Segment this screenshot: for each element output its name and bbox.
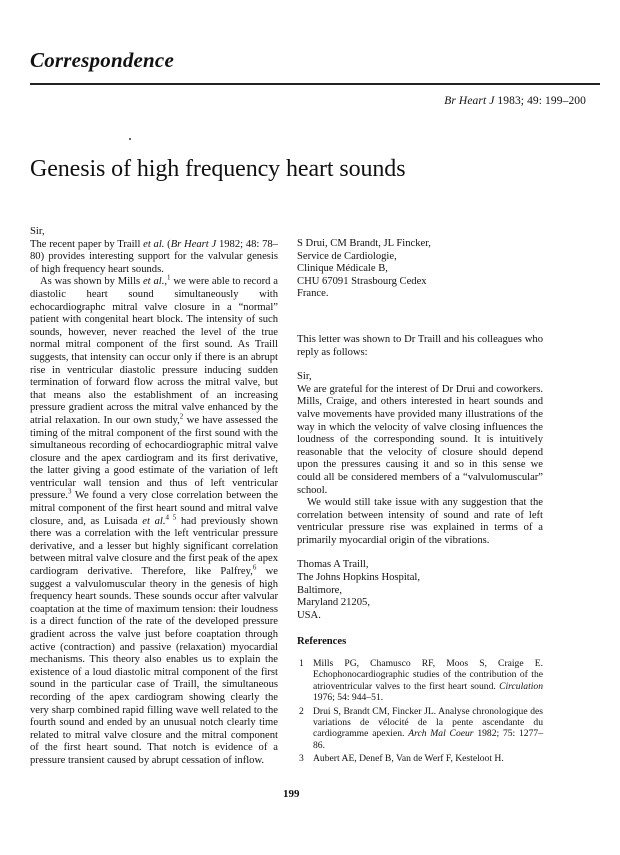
author-line: USA. (297, 609, 321, 621)
left-column (30, 226, 278, 768)
right-column (297, 226, 543, 767)
reference-text: Mills PG, Chamusco RF, Moos S, Craige E. Echophonocardiographic studies of the contribution of the atrioventricular valves to the first heart sound. Circulation 1976; 54: 944–51. (313, 658, 543, 704)
reference-item (297, 753, 543, 764)
letter2-authors (297, 559, 543, 622)
header-rule (30, 83, 600, 85)
section-heading: Correspondence (30, 48, 174, 72)
stray-dot (129, 138, 131, 140)
article-title: Genesis of high frequency heart sounds (30, 156, 406, 182)
reference-number: 3 (299, 753, 304, 765)
author-line: Maryland 21205, (297, 597, 370, 609)
reference-text: Aubert AE, Denef B, Van de Werf F, Kesteloot H. (313, 753, 504, 765)
author-line: Clinique Médicale B, (297, 263, 388, 275)
letter2-para2: We would still take issue with any suggestion that the correlation between intensity of sound and rate of left ventricular pressure rise was explained in terms of a primarily myocardial origin of the vibrations. (297, 497, 543, 546)
author-line: Baltimore, (297, 584, 343, 596)
author-line: The Johns Hopkins Hospital, (297, 572, 421, 584)
reply-intro: This letter was shown to Dr Traill and his colleagues who reply as follows: (297, 333, 543, 358)
letter1-authors (297, 238, 543, 301)
letter1-para1: The recent paper by Traill et al. (Br Heart J 1982; 48: 78–80) provides interesting support for the valvular genesis of high frequency heart sounds. (30, 238, 278, 275)
author-line: CHU 67091 Strasbourg Cedex (297, 275, 427, 287)
reference-number: 1 (299, 658, 304, 670)
reference-item (297, 658, 543, 704)
author-line: France. (297, 288, 329, 300)
letter1-para2: As was shown by Mills et al.,$^1$ we were able to record a diastolic heart sound simultaneously with echocardiographc mitral valve closure in a “normal” patient with congenital heart block. The intensity of such sounds, however, never reached the level of the true normal mitral component of the first sound. As Traill suggests, that intensity can occur only if there is an abrupt rise in ventricular diastolic pressure inducing sudden termination of forward flow across the mitral valve, but that means also the establishment of an increasing pressure gradient across the mitral valve enhanced by the atrial relaxation. In our own study,$^2$ we have assessed the timing of the mitral component of the first sound with the simultaneous recording of echocardiographic mitral valve closure and the apex cardiogram and its first derivative, the latter giving a good estimate of the variation of left ventricular wall tension and thus of left ventricular pressure.$^3$ We found a very close correlation between the mitral component of the first heart sound and mitral valve closure, and, as Luisada et al.$^{4 5}$ had previously shown there was a correlation with the left ventricular pressure derivative, and a lesser but highly significant correlation between mitral valve closure and the first peak of the apex cardiogram derivative. Therefore, like Palfrey,$^6$ we suggest a valvulomuscular theory in the genesis of high frequency heart sounds. These sounds occur after valvular coaptation at the time of maximum tension: their loudness is a direct function of the rate of the developed pressure gradient across the valve just before coaptation through active (contraction) and passive (relaxation) myocardial mechanisms. This theory also enables us to explain the existence of a loud diastolic mitral component of the first sound in the particular case of Traill, the simultaneous recording of the apex cardiogram showing clearly the very sharp combined rapid filling wave well related to the fourth sound and ended by an unusual notch clearly time related to mitral valve closure and the mitral component of the first heart sound. That notch is evidence of a pressure transient caused by abrupt cessation of inflow. (30, 273, 278, 766)
journal-details: 1983; 49: 199–200 (497, 95, 586, 107)
letter1-salutation: Sir, (30, 226, 45, 237)
author-line: S Drui, CM Brandt, JL Fincker, (297, 238, 431, 249)
journal-citation (444, 95, 586, 107)
references-list (297, 658, 543, 765)
author-line: Service de Cardiologie, (297, 250, 397, 262)
page-number: 199 (283, 788, 300, 800)
reference-text: Drui S, Brandt CM, Fincker JL. Analyse chronologique des variations de vélocité de la pente ascendante du cardiogramme apexien. Arch Mal Coeur 1982; 75: 1277–86. (313, 705, 543, 751)
letter2-para1: We are grateful for the interest of Dr Drui and coworkers. Mills, Craige, and others interested in heart sounds and valve movements have provided many illustrations of the way in which the velocity of valve closing influences the loudness of the corresponding sound. It is intuitively reasonable that the velocity of closure should depend upon the pressures causing it and so in this sense we could all be considered members of a “valvulomuscular” school. (297, 383, 543, 496)
journal-name: Br Heart J (444, 95, 495, 107)
author-line: Thomas A Traill, (297, 559, 369, 571)
letter2-salutation: Sir, (297, 371, 312, 383)
reference-number: 2 (299, 705, 304, 717)
references-heading: References (297, 636, 347, 648)
reference-item (297, 706, 543, 752)
